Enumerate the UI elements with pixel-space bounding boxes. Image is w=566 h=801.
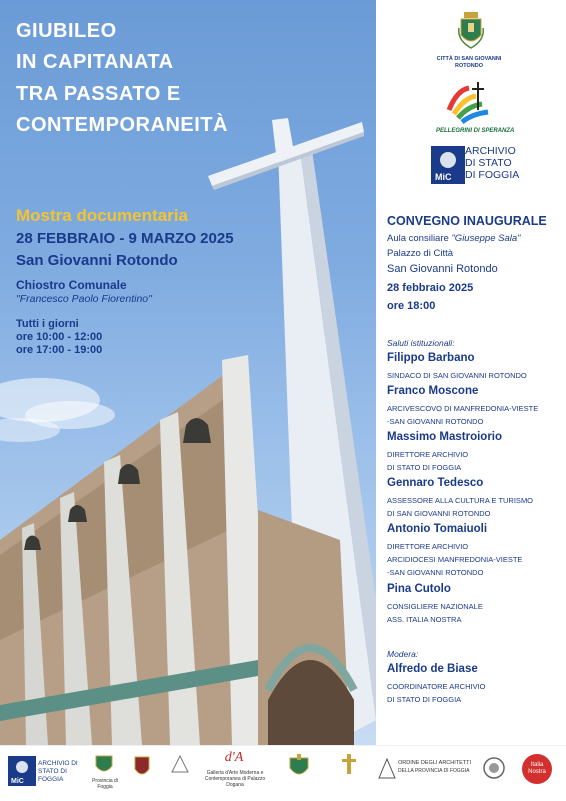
speaker-role: DIRETTORE ARCHIVIO	[387, 450, 469, 459]
headline-line-4: CONTEMPORANEITÀ	[16, 114, 228, 136]
speaker-name: Gennaro Tedesco	[387, 477, 484, 489]
moderator-label: Modera:	[387, 649, 419, 659]
speaker-role: ASSESSORE ALLA CULTURA E TURISMO	[387, 496, 534, 505]
archive-line-1: ARCHIVIO	[465, 145, 516, 157]
hours-morning: ore 10:00 - 12:00	[16, 331, 103, 343]
speaker-name: Pina Cutolo	[387, 583, 451, 595]
ministry-emblem-icon	[170, 754, 190, 774]
speaker-name: Massimo Mastroiorio	[387, 431, 503, 443]
convegno-date: 28 febbraio 2025	[387, 282, 474, 294]
archive-logo-icon	[431, 146, 465, 184]
archive-logo-text	[465, 145, 519, 181]
city-crest-icon	[458, 10, 484, 50]
archive-line-3: DI FOGGIA	[465, 169, 520, 181]
exhibition-dates: 28 FEBBRAIO - 9 MARZO 2025	[16, 230, 234, 247]
archive-footer-logo-icon	[8, 756, 36, 786]
speaker-role: ASS. ITALIA NOSTRA	[387, 615, 462, 624]
mic-mark: MiC	[435, 172, 452, 182]
city-logo-text: CITTÀ DI SAN GIOVANNI ROTONDO	[436, 56, 502, 69]
venue-room: Aula consiliare	[387, 233, 449, 244]
footer-ordine-text: ORDINE DEGLI ARCHITETTI	[398, 760, 472, 766]
speaker-name: Franco Moscone	[387, 385, 479, 397]
speaker-role: ARCIDIOCESI MANFREDONIA-VIESTE	[387, 555, 523, 564]
moderator-role: DI STATO DI FOGGIA	[387, 695, 462, 704]
headline-line-1: GIUBILEO	[16, 20, 117, 42]
footer-ordine-sub: DELLA PROVINCIA DI FOGGIA	[398, 768, 470, 774]
days-label: Tutti i giorni	[16, 318, 79, 330]
seal-icon	[482, 756, 506, 780]
sponsor-footer	[0, 745, 566, 801]
speaker-role: CONSIGLIERE NAZIONALE	[387, 602, 483, 611]
footer-galleria-text: Galleria d'Arte Moderna e Contemporanea di Palazzo Dogana	[204, 770, 266, 788]
footer-archive-text: ARCHIVIO DI STATO DI FOGGIA	[38, 760, 78, 783]
info-panel	[376, 0, 566, 745]
speaker-role: DI SAN GIOVANNI ROTONDO	[387, 509, 491, 518]
exhibition-hours	[16, 318, 102, 357]
speaker-role: -SAN GIOVANNI ROTONDO	[387, 568, 484, 577]
venue-room-name: "Giuseppe Sala"	[451, 233, 521, 244]
jubilee-logo-text: PELLEGRINI DI SPERANZA	[436, 128, 515, 134]
greetings-label: Saluti istituzionali:	[387, 338, 455, 348]
speaker-role: ARCIVESCOVO DI MANFREDONIA-VIESTE	[387, 404, 539, 413]
diocese-crest-icon	[288, 754, 310, 780]
galleria-mark: d'A	[224, 750, 244, 765]
speaker-name: Filippo Barbano	[387, 352, 475, 364]
exhibition-place: San Giovanni Rotondo	[16, 252, 178, 269]
exhibition-venue-name: "Francesco Paolo Fiorentino"	[16, 293, 152, 305]
architects-logo-icon	[378, 758, 396, 780]
speaker-role: DI STATO DI FOGGIA	[387, 463, 462, 472]
municipal-crest-icon	[134, 756, 150, 778]
exhibition-venue: Chiostro Comunale	[16, 278, 127, 292]
italia-nostra-text: Italia Nostra	[528, 762, 546, 775]
exhibition-title: Mostra documentaria	[16, 206, 188, 225]
moderator-role: COORDINATORE ARCHIVIO	[387, 682, 486, 691]
speaker-role: -SAN GIOVANNI ROTONDO	[387, 417, 484, 426]
italia-nostra-logo	[522, 754, 552, 784]
convegno-time: ore 18:00	[387, 300, 436, 312]
convegno-place: San Giovanni Rotondo	[387, 263, 498, 275]
convegno-venue-1	[387, 233, 521, 244]
footer-mic-mark: MiC	[11, 778, 24, 785]
footer-provincia-text: Provincia di Foggia	[92, 778, 118, 790]
moderator-name: Alfredo de Biase	[387, 663, 478, 675]
convegno-title: CONVEGNO INAUGURALE	[387, 214, 547, 228]
speaker-role: DIRETTORE ARCHIVIO	[387, 542, 469, 551]
headline-line-3: TRA PASSATO E	[16, 83, 181, 105]
jubilee-logo-icon	[444, 80, 494, 126]
speaker-role: SINDACO DI SAN GIOVANNI ROTONDO	[387, 371, 527, 380]
archive-line-2: DI STATO	[465, 157, 512, 169]
provincia-crest-icon	[95, 754, 113, 776]
convegno-venue-2: Palazzo di Città	[387, 248, 454, 259]
headline-line-2: IN CAPITANATA	[16, 51, 174, 73]
hours-afternoon: ore 17:00 - 19:00	[16, 344, 103, 356]
speaker-name: Antonio Tomaiuoli	[387, 523, 488, 535]
archdiocese-crest-icon	[340, 754, 358, 780]
